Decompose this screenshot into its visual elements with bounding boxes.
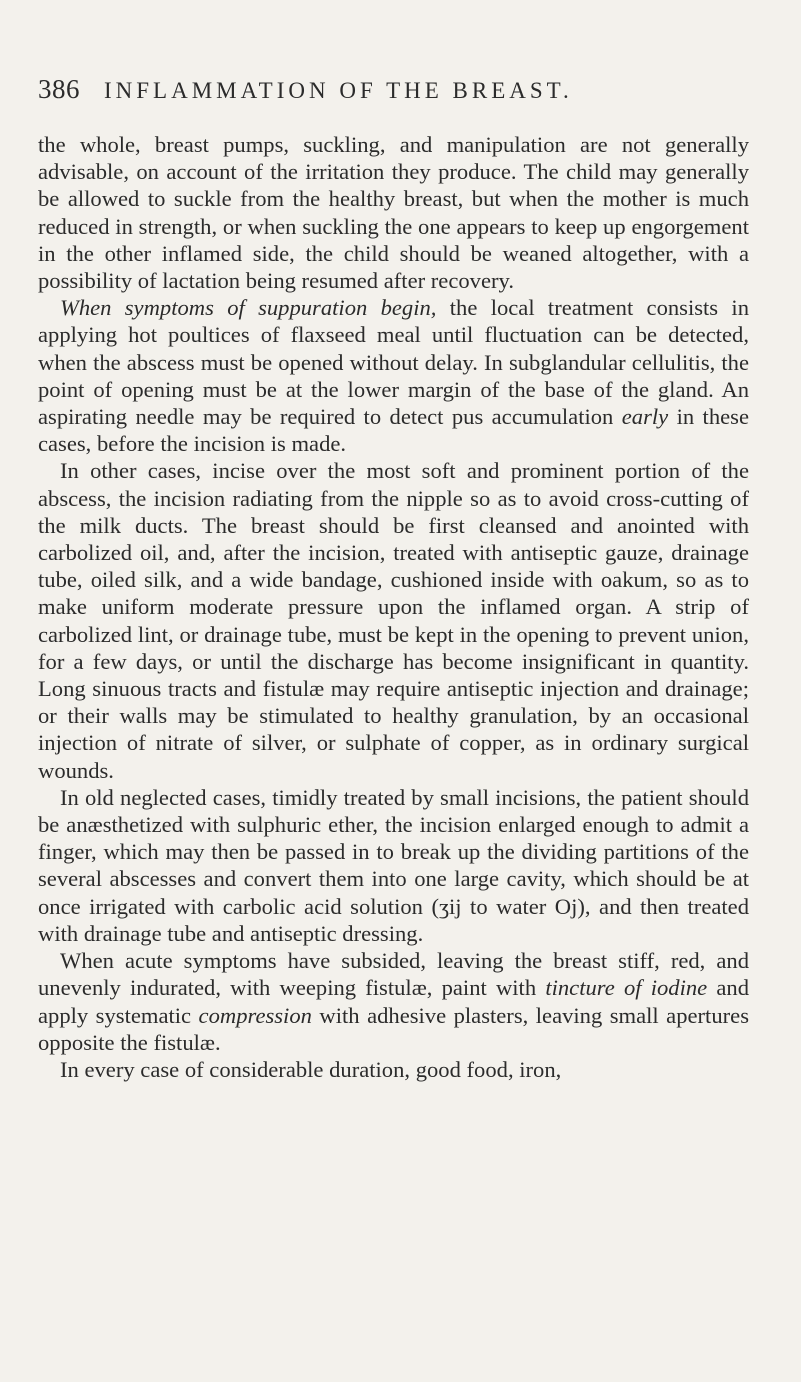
text-segment-italic: early [621, 404, 669, 430]
text-segment: the local treatment consists in applying hot poultices of flaxseed meal until fluctuation can be detected, when the abscess must be opened without delay. In subglandular cellulitis, the point of opening must be at the lower margin of the base of the gland. An aspirating needle may be required to detect pus accumulation [38, 295, 749, 430]
text-segment-italic: compression [198, 1002, 312, 1028]
text-segment: In old neglected cases, timidly treated by small incisions, the patient should be anæsthetized with sulphuric ether, the incision enlarged enough to admit a finger, which may then be passed in to break up the dividing partitions of the several abscesses and convert them into one large cavity, which should be at once irrigated with carbolic acid solution (ʒij to water Oj), and then treated with drainage tube and antiseptic dressing. [38, 784, 749, 946]
text-segment-italic: tincture of iodine [545, 975, 708, 1001]
paragraph-1 [38, 131, 749, 294]
paragraph-6 [38, 1056, 749, 1083]
text-segment: and apply systematic [38, 975, 749, 1028]
paragraph-4 [38, 784, 749, 947]
text-segment: in these cases, before the incision is made. [38, 404, 749, 457]
text-segment: In other cases, incise over the most soft and prominent portion of the abscess, the incision radiating from the nipple so as to avoid cross-cutting of the milk ducts. The breast should be first cleansed and anointed with carbolized oil, and, after the incision, treated with antiseptic gauze, drainage tube, oiled silk, and a wide bandage, cushioned inside with oakum, so as to make uniform moderate pressure upon the inflamed organ. A strip of carbolized lint, or drainage tube, must be kept in the opening to prevent union, for a few days, or until the discharge has become insignificant in quantity. Long sinuous tracts and fistulæ may require antiseptic injection and drainage; or their walls may be stimulated to healthy granulation, by an occasional injection of nitrate of silver, or sulphate of copper, as in ordinary surgical wounds. [38, 458, 749, 783]
text-segment: the whole, breast pumps, suckling, and manipulation are not generally advisable, on account of the irritation they produce. The child may generally be allowed to suckle from the healthy breast, but when the mother is much reduced in strength, or when suckling the one appears to keep up engorgement in the other inflamed side, the child should be weaned altogether, with a possibility of lactation being resumed after recovery. [38, 132, 749, 294]
running-head [38, 74, 738, 110]
text-segment-italic: When symptoms of suppuration begin, [60, 295, 437, 321]
body-text [38, 131, 749, 1083]
running-title: INFLAMMATION OF THE BREAST. [104, 78, 573, 103]
text-segment: In every case of considerable duration, good food, iron, [60, 1056, 562, 1082]
page-number: 386 [38, 74, 80, 104]
paragraph-5 [38, 947, 749, 1056]
text-segment: When acute symptoms have subsided, leaving the breast stiff, red, and unevenly indurated, with weeping fistulæ, paint with [38, 948, 749, 1001]
paragraph-3 [38, 457, 749, 783]
paragraph-2 [38, 294, 749, 457]
text-segment: with adhesive plasters, leaving small apertures opposite the fistulæ. [38, 1002, 749, 1055]
